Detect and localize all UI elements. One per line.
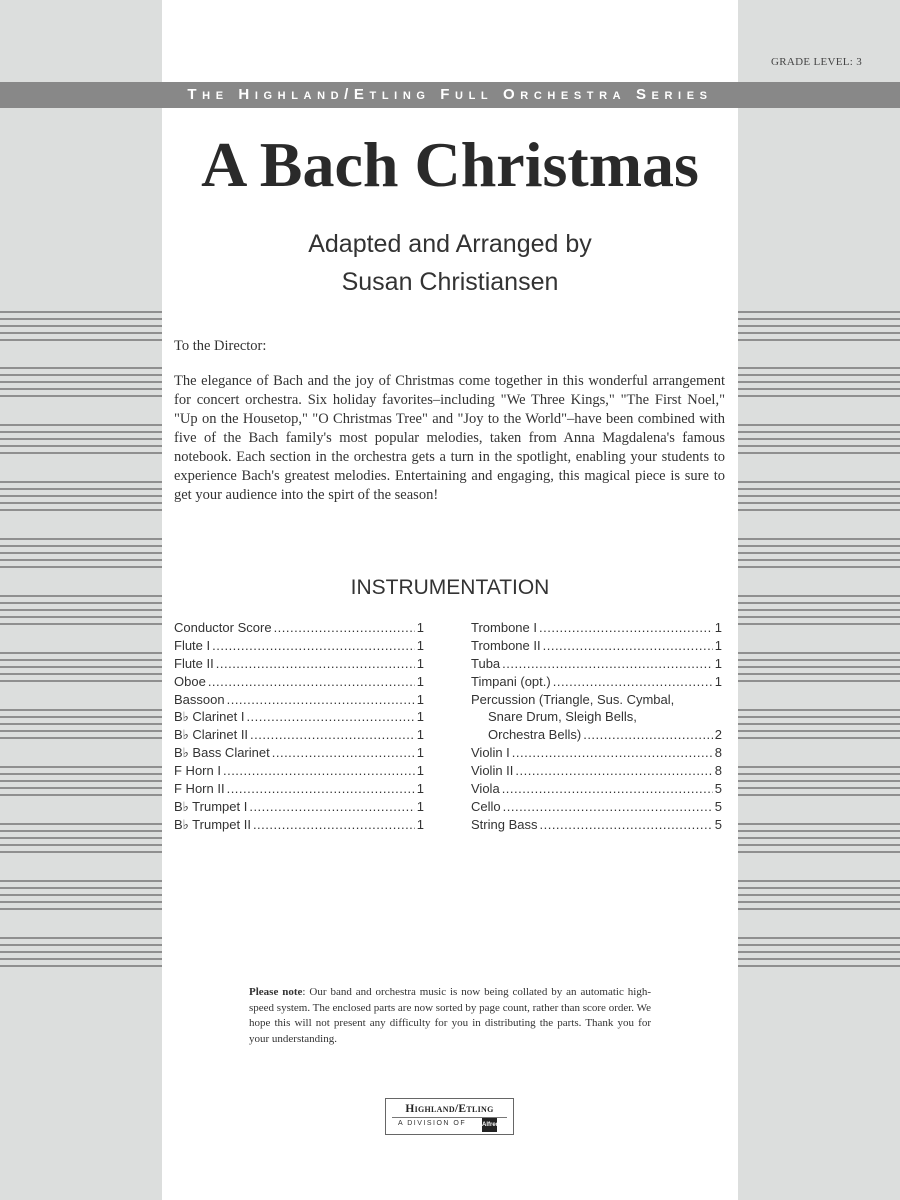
instrument-row [471,655,722,673]
instrument-qty: 1 [714,637,722,653]
publisher-name: Highland/Etling [405,1103,494,1115]
instrument-row [471,762,722,780]
page-title: A Bach Christmas [201,129,699,200]
instrument-name: B♭ Clarinet I [174,709,245,725]
publisher-division: A DIVISION OF [398,1120,467,1127]
instrument-qty: 1 [714,620,722,635]
instrument-row [471,798,722,816]
instrument-name: B♭ Trumpet II [174,816,251,832]
instrument-name: B♭ Clarinet II [174,727,249,743]
instrument-row [471,691,722,709]
instrument-qty: 5 [714,781,722,797]
note-text: : Our band and orchestra music is now being collated by an automatic high-speed system. The enclosed parts are now sorted by page count, rather than score order. We hope this will not present any difficulty for you in distributing the parts. Thank you for your understanding. [249,986,651,1045]
instrument-row [174,619,424,637]
instrument-row [471,744,722,762]
instrument-name: B♭ Trumpet I [174,798,248,814]
instrument-qty: 1 [416,727,424,743]
instrument-name: Bassoon [174,691,225,707]
instrument-name: F Horn I [174,763,221,779]
instrument-qty: 1 [416,691,424,707]
publisher-logo [385,1098,514,1135]
instrument-row [471,673,722,691]
instrument-name: Flute I [174,637,211,653]
series-title: The Highland/Etling Full Orchestra Series [187,86,713,103]
instrument-name: Oboe [174,673,206,689]
instrumentation-heading: INSTRUMENTATION [350,576,550,599]
instrument-name: Trombone II [471,637,541,653]
instrument-qty: 1 [416,637,424,653]
instrument-row [174,762,424,780]
grade-level: GRADE LEVEL: 3 [771,56,862,68]
instrument-name: B♭ Bass Clarinet [174,745,270,761]
alfred-logo: Alfred [482,1118,497,1132]
instrument-name: Violin I [471,745,510,761]
instrument-qty: 1 [416,745,424,761]
instrument-row [174,637,424,655]
note-label: Please note [249,986,303,998]
instrument-qty: 5 [714,798,722,814]
salutation: To the Director: [174,338,267,354]
instrument-list-right [471,619,722,834]
instrument-qty: 1 [714,655,722,671]
instrument-name: String Bass [471,816,538,832]
instrument-row [174,708,424,726]
instrument-qty: 5 [714,816,722,832]
instrument-row [174,744,424,762]
instrument-qty: 1 [416,816,424,832]
collation-note [249,985,651,1047]
instrument-name-line: Percussion (Triangle, Sus. Cymbal, [471,691,675,707]
intro-paragraph: The elegance of Bach and the joy of Christmas come together in this wonderful arrangement for concert orchestra. Six holiday favorites–including "We Three Kings," "The First Noel," "Up on the Housetop," "O Christmas Tree" and "Joy to the World"–have been combined with five of the Bach family's most popular melodies, taken from Anna Magdalena's famous notebook. Each section in the orchestra gets a turn in the spotlight, enabling your students to experience Bach's greatest melodies. Entertaining and engaging, this magical piece is sure to get your audience into the spirt of the season! [174,373,725,503]
instrument-row [471,816,722,834]
credit-line-2: Susan Christiansen [341,268,559,296]
instrument-row [471,780,722,798]
instrument-qty: 8 [714,745,722,761]
instrument-qty: 1 [416,673,424,689]
instrument-qty: 1 [416,781,424,797]
instrument-qty: 1 [416,620,424,635]
instrument-name: Violin II [471,763,514,779]
instrument-row [174,691,424,709]
instrument-row [174,816,424,834]
instrument-qty: 2 [714,727,722,743]
instrument-qty: 1 [416,709,424,725]
instrument-row [174,780,424,798]
instrument-row [174,673,424,691]
instrument-name: Conductor Score [174,620,272,635]
instrument-name: Trombone I [471,620,537,635]
instrument-row [174,726,424,744]
instrument-name: Flute II [174,655,214,671]
instrument-qty: 1 [416,798,424,814]
series-banner [0,82,900,108]
instrument-qty: 1 [416,763,424,779]
instrument-name: Timpani (opt.) [471,673,551,689]
instrument-name: Cello [471,798,501,814]
instrument-list-left [174,619,424,834]
instrument-name: Tuba [471,655,501,671]
instrument-row [471,708,722,726]
instrument-row [471,619,722,637]
instrument-name: F Horn II [174,781,225,797]
instrument-qty: 1 [416,655,424,671]
instrument-row [174,798,424,816]
instrument-name-line: Snare Drum, Sleigh Bells, [488,709,637,725]
instrument-name-line: Orchestra Bells) [488,727,582,743]
instrument-row [471,726,722,744]
credit-line-1: Adapted and Arranged by [308,230,592,258]
instrument-qty: 8 [714,763,722,779]
instrument-qty: 1 [714,673,722,689]
instrument-name: Viola [471,781,500,797]
instrument-row [174,655,424,673]
instrument-row [471,637,722,655]
